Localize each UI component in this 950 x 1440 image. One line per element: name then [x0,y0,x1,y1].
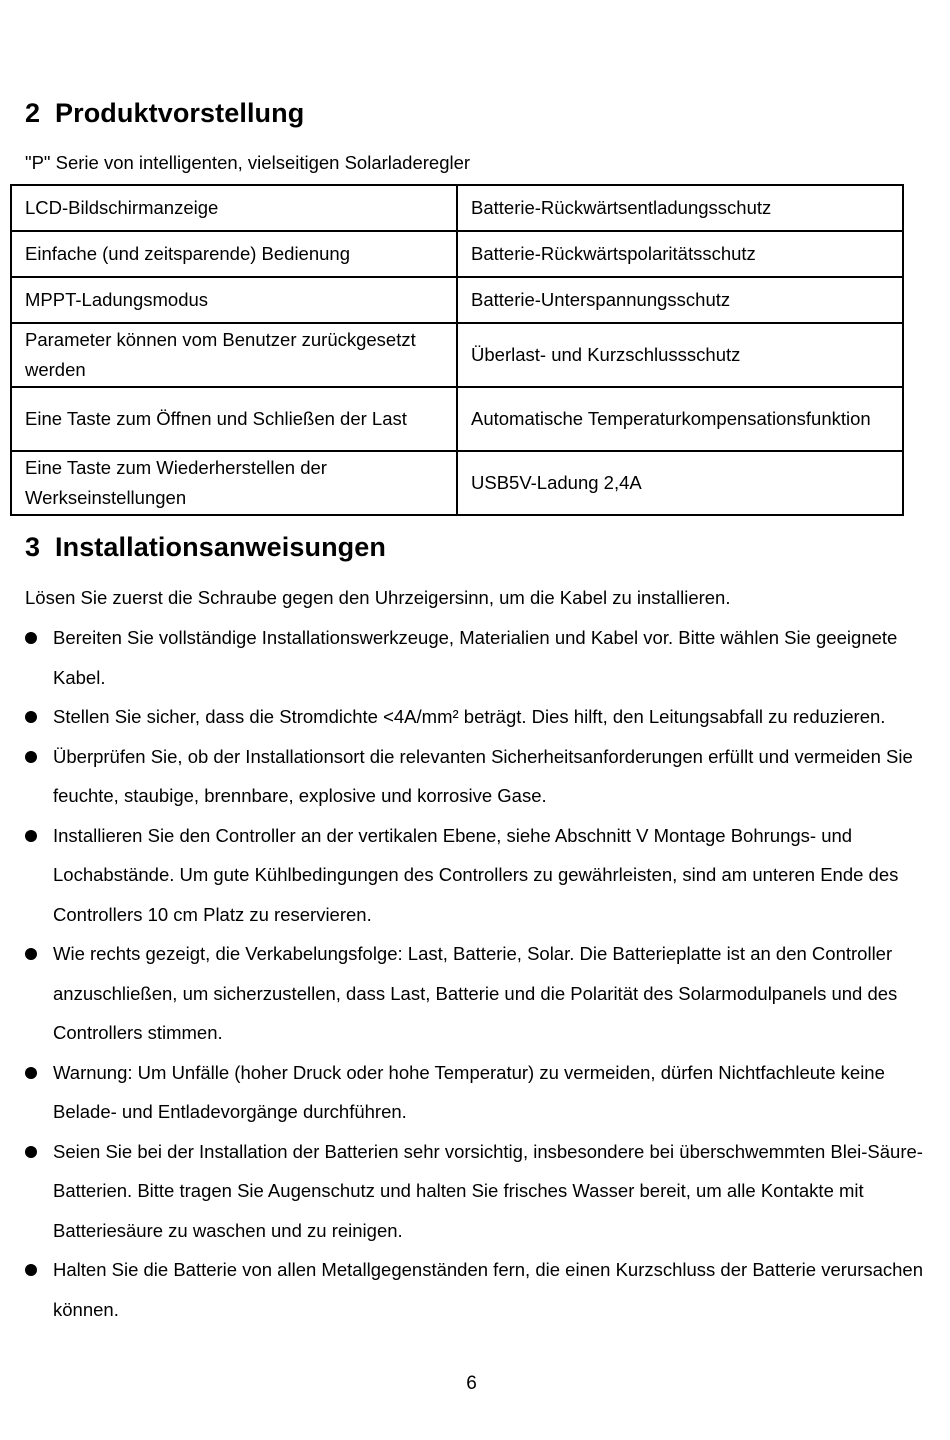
list-item-text: Warnung: Um Unfälle (hoher Druck oder hohe Temperatur) zu vermeiden, dürfen Nichtfachleute keine Belade- und Entladevorgänge durchführen. [53,1061,885,1122]
list-item-text: Installieren Sie den Controller an der vertikalen Ebene, siehe Abschnitt V Montage Bohrungs- und Lochabstände. Um gute Kühlbedingungen des Controllers zu gewährleisten, sind am unteren Ende des Controllers 10 cm Platz zu reservieren. [53,824,899,925]
bullet-dot-icon [25,751,37,763]
table-cell: USB5V-Ladung 2,4A [457,451,903,515]
list-item [0,934,950,1053]
table-cell: Eine Taste zum Wiederherstellen der Werkseinstellungen [11,451,457,515]
list-item-text: Bereiten Sie vollständige Installationswerkzeuge, Materialien und Kabel vor. Bitte wählen Sie geeignete Kabel. [53,627,898,688]
table-cell: Batterie-Rückwärtspolaritätsschutz [457,231,903,277]
list-item [0,1132,950,1251]
bullet-dot-icon [25,948,37,960]
table-row [11,451,903,515]
list-item-text: Stellen Sie sicher, dass die Stromdichte <4A/mm² beträgt. Dies hilft, den Leitungsabfall zu reduzieren. [53,706,886,727]
table-row [11,387,903,451]
section-3-intro: Lösen Sie zuerst die Schraube gegen den Uhrzeigersinn, um die Kabel zu installieren. [25,587,731,608]
table-cell: MPPT-Ladungsmodus [11,277,457,323]
section-2-number: 2 [25,98,41,128]
table-cell: Überlast- und Kurzschlussschutz [457,323,903,387]
list-item-text: Halten Sie die Batterie von allen Metallgegenständen fern, die einen Kurzschluss der Batterie verursachen können. [53,1259,924,1320]
bullet-dot-icon [25,711,37,723]
list-item-text: Wie rechts gezeigt, die Verkabelungsfolge: Last, Batterie, Solar. Die Batterieplatte ist an den Controller anzuschließen, um sicherzustellen, dass Last, Batterie und die Polarität des Solarmodulpanels und des Controllers stimmen. [53,943,898,1043]
list-item-text: Überprüfen Sie, ob der Installationsort die relevanten Sicherheitsanforderungen erfüllt und vermeiden Sie feuchte, staubige, brennbare, explosive und korrosive Gase. [53,745,913,806]
bullet-dot-icon [25,1264,37,1276]
table-row [11,323,903,387]
table-cell: LCD-Bildschirmanzeige [11,185,457,231]
table-row [11,185,903,231]
table-cell: Automatische Temperaturkompensationsfunktion [457,387,903,451]
list-item [0,816,950,935]
bullet-dot-icon [25,1146,37,1158]
features-table [10,184,904,516]
page-number: 6 [466,1373,477,1394]
section-2-title: Produktvorstellung [55,98,305,128]
table-cell: Batterie-Unterspannungsschutz [457,277,903,323]
list-item [0,697,950,737]
section-3-title: Installationsanweisungen [55,532,386,562]
table-cell: Eine Taste zum Öffnen und Schließen der Last [11,387,457,451]
list-item [0,1250,950,1329]
list-item-text: Seien Sie bei der Installation der Batterien sehr vorsichtig, insbesondere bei überschwemmten Blei-Säure-Batterien. Bitte tragen Sie Augenschutz und halten Sie frisches Wasser bereit, um alle Kontakte mit Batteriesäure zu waschen und zu reinigen. [53,1140,923,1241]
section-3-heading [25,532,386,563]
bullet-dot-icon [25,830,37,842]
installation-bullet-list [0,618,950,1329]
table-row [11,277,903,323]
list-item [0,737,950,816]
bullet-dot-icon [25,632,37,644]
bullet-dot-icon [25,1067,37,1079]
section-2-intro: "P" Serie von intelligenten, vielseitigen Solarladeregler [25,152,471,173]
section-2-heading [25,98,304,129]
table-cell: Parameter können vom Benutzer zurückgesetzt werden [11,323,457,387]
list-item [0,618,950,697]
table-row [11,231,903,277]
table-cell: Einfache (und zeitsparende) Bedienung [11,231,457,277]
section-3-number: 3 [25,532,41,562]
table-cell: Batterie-Rückwärtsentladungsschutz [457,185,903,231]
list-item [0,1053,950,1132]
